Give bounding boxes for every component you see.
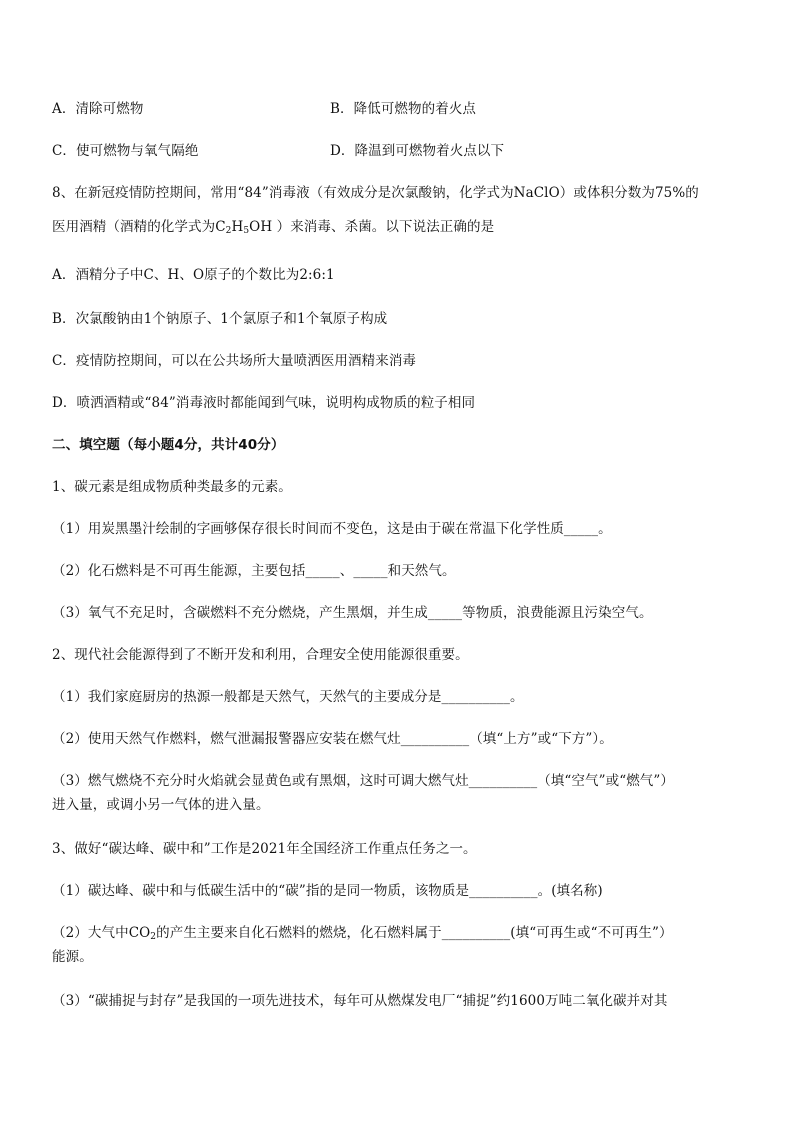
fq3-part2-before: （2）大气中CO [52, 925, 151, 941]
fq3-part1: （1）碳达峰、碳中和与低碳生活中的“碳”指的是同一物质，该物质是__________。(填名称) [52, 883, 603, 899]
q8-formula-h: H [231, 219, 244, 235]
fq2-stem: 2、现代社会能源得到了不断开发和利用，合理安全使用能源很重要。 [52, 647, 469, 663]
q8-option-d: D．喷洒酒精或“84”消毒液时都能闻到气味，说明构成物质的粒子相同 [52, 395, 476, 411]
fq1-part1: （1）用炭黑墨汁绘制的字画够保存很长时间而不变色，这是由于碳在常温下化学性质_____。 [52, 521, 612, 537]
section2-heading: 二、填空题（每小题4分，共计40分） [52, 437, 285, 453]
q8-stem-line2-after: OH ）来消毒、杀菌。以下说法正确的是 [249, 219, 495, 235]
fq3-stem: 3、做好“碳达峰、碳中和”工作是2021年全国经济工作重点任务之一。 [52, 841, 477, 857]
fq1-stem: 1、碳元素是组成物质种类最多的元素。 [52, 479, 292, 495]
fq1-part2: （2）化石燃料是不可再生能源，主要包括_____、_____和天然气。 [52, 563, 456, 579]
fq3-part2-after: 的产生主要来自化石燃料的燃烧，化石燃料属于__________(填“可再生或“不可再生”） [156, 925, 673, 941]
q8-stem-line1: 8、在新冠疫情防控期间，常用“84”消毒液（有效成分是次氯酸钠，化学式为NaClO）或体积分数为75%的 [52, 185, 699, 201]
q8-subscript-5: 5 [243, 226, 250, 236]
q7-option-d: D．降温到可燃物着火点以下 [330, 143, 505, 159]
fq2-part2: （2）使用天然气作燃料，燃气泄漏报警器应安装在燃气灶__________（填“上方”或“下方”）。 [52, 731, 613, 747]
q8-subscript-2: 2 [225, 226, 232, 236]
q7-option-b: B．降低可燃物的着火点 [330, 101, 477, 117]
q7-option-c: C．使可燃物与氧气隔绝 [52, 143, 199, 159]
fq2-part3-line1: （3）燃气燃烧不充分时火焰就会显黄色或有黑烟，这时可调大燃气灶__________（填“空气”或“燃气”） [52, 773, 674, 789]
q8-option-b: B．次氯酸钠由1个钠原子、1个氯原子和1个氧原子构成 [52, 311, 388, 327]
q8-stem-line2 [52, 218, 494, 236]
fq2-part1: （1）我们家庭厨房的热源一般都是天然气，天然气的主要成分是__________。 [52, 689, 524, 705]
fq3-part2 [52, 924, 673, 942]
fq1-part3: （3）氧气不充足时，含碳燃料不充分燃烧，产生黑烟，并生成_____等物质，浪费能源且污染空气。 [52, 605, 653, 621]
q7-option-a: A．清除可燃物 [52, 101, 144, 117]
fq3-part3: （3）“碳捕捉与封存”是我国的一项先进技术，每年可从燃煤发电厂“捕捉”约1600万吨二氧化碳并对其 [52, 993, 668, 1009]
q8-option-a: A．酒精分子中C、H、O原子的个数比为2:6:1 [52, 267, 335, 283]
q8-stem-line2-before: 医用酒精（酒精的化学式为C [52, 219, 226, 235]
co2-subscript: 2 [150, 932, 157, 942]
fq3-part2-line2: 能源。 [52, 949, 93, 965]
fq2-part3-line2: 进入量，或调小另一气体的进入量。 [52, 797, 270, 813]
q8-option-c: C．疫情防控期间，可以在公共场所大量喷洒医用酒精来消毒 [52, 353, 417, 369]
